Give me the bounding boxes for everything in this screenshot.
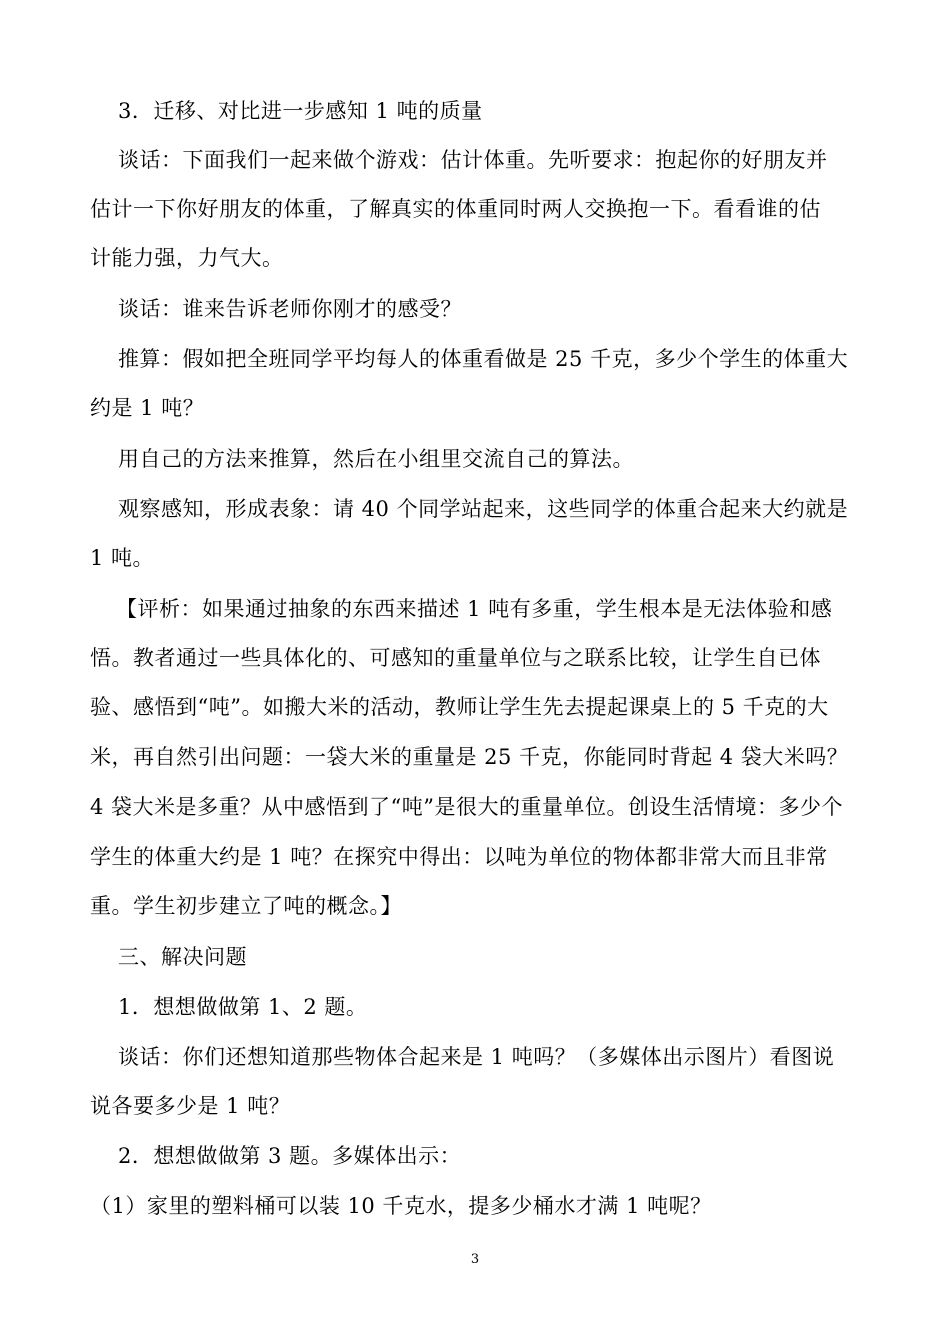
commentary-line: 学生的体重大约是 1 吨？在探究中得出：以吨为单位的物体都非常大而且非常 xyxy=(90,845,828,869)
exercise-item-1: （1）家里的塑料桶可以装 10 千克水，提多少桶水才满 1 吨呢？ xyxy=(90,1194,712,1218)
paragraph-line: 观察感知，形成表象：请 40 个同学站起来，这些同学的体重合起来大约就是 xyxy=(118,497,849,521)
paragraph-line: 1 吨。 xyxy=(90,546,155,570)
paragraph-line: 推算：假如把全班同学平均每人的体重看做是 25 千克，多少个学生的体重大 xyxy=(118,347,849,371)
paragraph-line: 计能力强，力气大。 xyxy=(90,246,284,270)
commentary-line: 验、感悟到“吨”。如搬大米的活动，教师让学生先去提起课桌上的 5 千克的大 xyxy=(90,695,829,719)
commentary-line: 【评析：如果通过抽象的东西来描述 1 吨有多重，学生根本是无法体验和感 xyxy=(116,597,833,621)
section-heading-3: 3．迁移、对比进一步感知 1 吨的质量 xyxy=(118,99,483,123)
paragraph-line: 谈话：谁来告诉老师你刚才的感受？ xyxy=(118,297,462,321)
paragraph-line: 用自己的方法来推算，然后在小组里交流自己的算法。 xyxy=(118,447,634,471)
exercise-heading-2: 2．想想做做第 3 题。多媒体出示： xyxy=(118,1144,462,1168)
paragraph-line: 估计一下你好朋友的体重，了解真实的体重同时两人交换抱一下。看看谁的估 xyxy=(90,197,821,221)
page-number: 3 xyxy=(470,1252,480,1267)
commentary-line: 4 袋大米是多重？从中感悟到了“吨”是很大的重量单位。创设生活情境：多少个 xyxy=(90,795,844,819)
paragraph-line: 约是 1 吨？ xyxy=(90,396,205,420)
paragraph-line: 说各要多少是 1 吨？ xyxy=(90,1094,291,1118)
commentary-line: 悟。教者通过一些具体化的、可感知的重量单位与之联系比较，让学生自已体 xyxy=(90,646,821,670)
paragraph-line: 谈话：你们还想知道那些物体合起来是 1 吨吗？（多媒体出示图片）看图说 xyxy=(118,1045,835,1069)
paragraph-line: 谈话：下面我们一起来做个游戏：估计体重。先听要求：抱起你的好朋友并 xyxy=(118,148,828,172)
commentary-line: 重。学生初步建立了吨的概念。】 xyxy=(90,894,402,918)
section-heading-three: 三、解决问题 xyxy=(118,945,247,969)
commentary-line: 米，再自然引出问题：一袋大米的重量是 25 千克，你能同时背起 4 袋大米吗？ xyxy=(90,745,849,769)
exercise-heading-1: 1．想想做做第 1、2 题。 xyxy=(118,995,368,1019)
